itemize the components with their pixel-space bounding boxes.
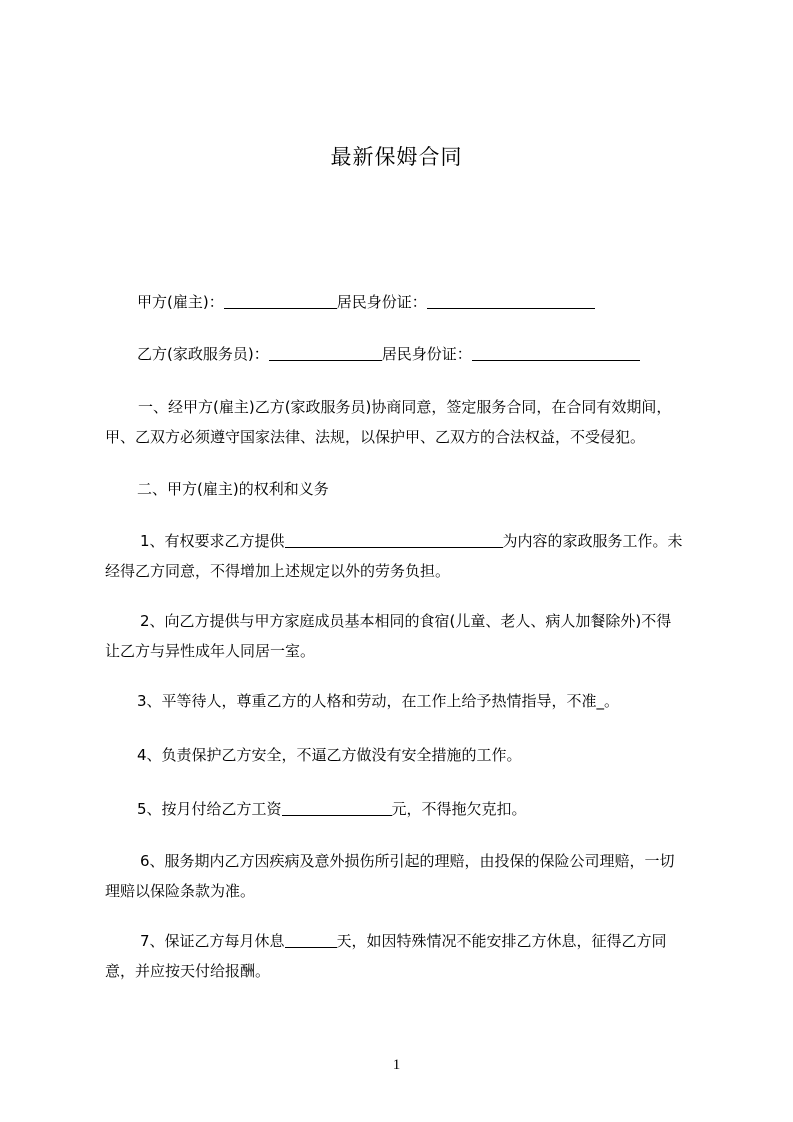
service-content-blank[interactable] — [285, 533, 503, 548]
item-1 — [105, 526, 711, 586]
party-a-name-blank[interactable] — [224, 294, 337, 309]
item-7-pre: 7、保证乙方每月休息 — [140, 932, 285, 950]
party-b-name-blank[interactable] — [269, 346, 382, 361]
clause-1 — [105, 392, 711, 452]
item-5-pre: 5、按月付给乙方工资 — [137, 800, 282, 818]
item-5-post: 元，不得拖欠克扣。 — [391, 800, 527, 818]
item-1-post: 为内容的家政服务工作。未 — [502, 532, 683, 550]
rest-days-blank[interactable] — [285, 933, 337, 948]
item-2-line-1: 2、向乙方提供与甲方家庭成员基本相同的食宿(儿童、老人、病人加餐除外)不得 — [140, 612, 672, 630]
clause-1-line-2: 甲、乙双方必须遵守国家法律、法规，以保护甲、乙双方的合法权益，不受侵犯。 — [105, 428, 646, 446]
item-7 — [105, 926, 711, 986]
item-6-line-1: 6、服务期内乙方因疾病及意外损伤所引起的理赔，由投保的保险公司理赔，一切 — [140, 852, 675, 870]
party-a-label: 甲方(雇主)： — [137, 293, 224, 311]
party-b-id-label: 居民身份证： — [381, 345, 472, 363]
item-1-line-1 — [105, 526, 711, 556]
salary-blank[interactable] — [282, 801, 392, 816]
item-2 — [105, 606, 711, 666]
item-7-line-1 — [105, 926, 711, 956]
party-a-id-blank[interactable] — [427, 294, 595, 309]
item-4: 4、负责保护乙方安全，不逼乙方做没有安全措施的工作。 — [137, 746, 522, 764]
item-7-post: 天，如因特殊情况不能安排乙方休息，征得乙方同 — [336, 932, 667, 950]
item-3: 3、平等待人，尊重乙方的人格和劳动，在工作上给予热情指导，不准_。 — [137, 692, 620, 710]
party-a-line — [137, 293, 743, 311]
party-b-label: 乙方(家政服务员)： — [137, 345, 269, 363]
item-7-line-2: 意，并应按天付给报酬。 — [105, 962, 271, 980]
party-b-id-blank[interactable] — [472, 346, 640, 361]
item-5 — [137, 800, 743, 818]
item-6-line-2: 理赔以保险条款为准。 — [105, 882, 256, 900]
item-2-line-2: 让乙方与异性成年人同居一室。 — [105, 642, 316, 660]
item-6 — [105, 846, 711, 906]
page-number: 1 — [392, 1057, 401, 1073]
party-a-id-label: 居民身份证： — [336, 293, 427, 311]
clause-1-line-1: 一、经甲方(雇主)乙方(家政服务员)协商同意，签定服务合同，在合同有效期间， — [138, 398, 672, 416]
party-b-line — [137, 345, 743, 363]
clause-2-heading: 二、甲方(雇主)的权利和义务 — [137, 480, 329, 498]
item-1-line-2: 经得乙方同意，不得增加上述规定以外的劳务负担。 — [105, 562, 451, 580]
item-1-pre: 1、有权要求乙方提供 — [140, 532, 285, 550]
page-title: 最新保姆合同 — [330, 145, 463, 169]
